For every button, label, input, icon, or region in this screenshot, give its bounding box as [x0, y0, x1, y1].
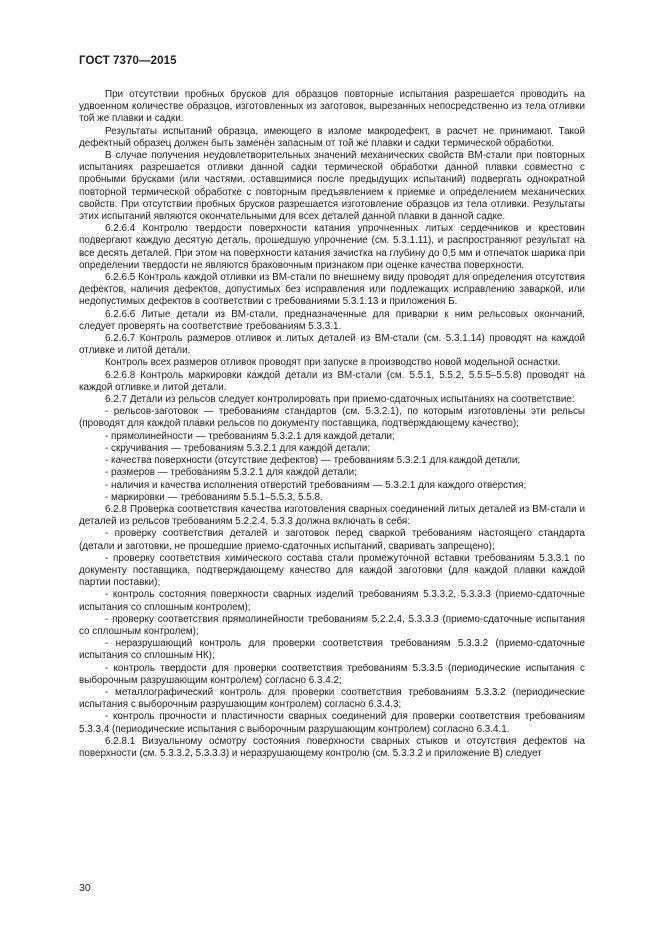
list-item: - контроль твердости для проверки соответствия требованиям 5.3.3.5 (периодические испытания с выборочным разрушающим контролем) согласно 6.3.4.2;: [79, 662, 585, 686]
list-item: - проверку соответствия прямолинейности требованиям 5.2.2.4, 5.3.3.3 (приемо-сдаточные испытания со сплошным контролем);: [79, 613, 585, 637]
paragraph: 6.2.6.4 Контролю твердости поверхности катания упрочненных литых сердечников и крестовин подвергают каждую десятую деталь, прошедшую упрочнение (см. 5.3.1.11), и распространяют результат на все десять деталей. При этом на поверхности катания зачистка на глубину до 0,5 мм и отпечаток шарика при определении твердости не являются браковочным признаком при оценке качества поверхности.: [79, 223, 585, 271]
list-item: - проверку соответствия деталей и заготовок перед сваркой требованиям настоящего стандарта (детали и заготовки, не прошедшие приемо-сдаточных испытаний, сваривать запрещено);: [79, 528, 585, 552]
list-item: - размеров — требованиям 5.3.2.1 для каждой детали;: [105, 467, 357, 479]
list-item: - маркировки — требованиям 5.5.1–5.5.3, 5.5.8.: [105, 491, 323, 503]
list-item: - проверку соответствия химического состава стали промежуточной вставки требованиям 5.3.3.1 по документу поставщика, подтверждающему качество для каждой заготовки (для каждой плавки каждой партии поставки);: [79, 552, 585, 589]
paragraph: В случае получения неудовлетворительных значений механических свойств ВМ-стали при повторных испытаниях разрешается отливки данной садки термической обработки данной плавки совместно с пробными брусками (или частями, оставшимися после предыдущих испытаний) подвергать однократной повторной термической обработке с повторным предъявлением к приемке и определением механических свойств. При отсутствии пробных брусков разрешается изготовление образцов из тела отливки. Результаты этих испытаний являются окончательными для всех деталей данной плавки в данной садке.: [79, 150, 585, 223]
list-item: - рельсов-заготовок — требованиям стандартов (см. 5.3.2.1), по которым изготовлены эти рельсы (проводят для каждой плавки рельсов по документу поставщика, подтверждающему качество);: [79, 406, 585, 430]
list-item: - прямолинейности — требованиям 5.3.2.1 для каждой детали;: [105, 430, 395, 442]
paragraph: Результаты испытаний образца, имеющего в изломе макродефект, в расчет не принимают. Такой дефектный образец должен быть заменен запасным от той же плавки и садки термической обработки.: [79, 125, 585, 149]
paragraph: 6.2.8 Проверка соответствия качества изготовления сварных соединений литых деталей из ВМ-стали и деталей из рельсов требованиям 5.2.2.4, 5.3.3 должна включать в себя:: [79, 503, 585, 528]
list-item: - качества поверхности (отсутствие дефектов) — требованиям 5.3.2.1 для каждой детали;: [105, 455, 521, 467]
paragraph: 6.2.8.1 Визуальному осмотру состояния поверхности сварных стыков и отсутствия дефектов на поверхности (см. 5.3.3.2, 5.3.3.3) и неразрушающему контролю (см. 5.3.3.2 и приложение В) следует: [79, 735, 585, 759]
standard-title: ГОСТ 7370—2015: [79, 55, 177, 67]
list-item: - контроль прочности и пластичности сварных соединений для проверки соответствия требованиям 5.3.3.4 (периодические испытания с выборочным разрушающим контролем) согласно 6.3.4.1.: [79, 711, 585, 735]
list-item: - металлографический контроль для проверки соответствия требованиям 5.3.3.2 (периодические испытания с выборочным разрушающим контролем) согласно 6.3.4.3;: [79, 686, 585, 711]
list-item: - неразрушающий контроль для проверки соответствия требованиям 5.3.3.2 (приемо-сдаточные испытания со сплошным НК);: [79, 638, 585, 662]
paragraph: 6.2.6.6 Литые детали из ВМ-стали, предназначенные для приварки к ним рельсовых окончаний, следует проверять на соответствие требованиям 5.3.3.1.: [79, 308, 585, 332]
paragraph: 6.2.7 Детали из рельсов следует контролировать при приемо-сдаточных испытаниях на соответствие:: [105, 394, 575, 406]
list-item: - контроль состояния поверхности сварных изделий требованиям 5.3.3.2, 5.3.3.3 (приемо-сдаточные испытания со сплошным контролем);: [79, 589, 585, 613]
page-number: 30: [79, 882, 91, 894]
paragraph: 6.2.6.5 Контроль каждой отливки из ВМ-стали по внешнему виду проводят для определения отсутствия дефектов, наличия дефектов, допустимых без исправления или подлежащих исправлению заваркой, или недопустимых дефектов в соответствии с требованиями 5.3.1.13 и приложения Б.: [79, 272, 585, 308]
paragraph: 6.2.6.8 Контроль маркировки каждой детали из ВМ-стали (см. 5.5.1, 5.5.2, 5.5.5–5.5.8) проводят на каждой отливке и литой детали.: [79, 369, 585, 393]
paragraph: При отсутствии пробных брусков для образцов повторные испытания разрешается проводить на удвоенном количестве образцов, изготовленных из заготовок, вырезанных непосредственно из тела отливки той же плавки и садки.: [79, 89, 585, 125]
paragraph: Контроль всех размеров отливок проводят при запуске в производство новой модельной оснастки.: [105, 357, 561, 369]
list-item: - скручивания — требованиям 5.3.2.1 для каждой детали;: [105, 442, 371, 454]
list-item: - наличия и качества исполнения отверстий требованиям — 5.3.2.1 для каждого отверстия;: [105, 479, 527, 491]
body-text: [79, 89, 585, 760]
paragraph: 6.2.6.7 Контроль размеров отливок и литых деталей из ВМ-стали (см. 5.3.1.14) проводят на каждой отливке и литой детали.: [79, 333, 585, 357]
